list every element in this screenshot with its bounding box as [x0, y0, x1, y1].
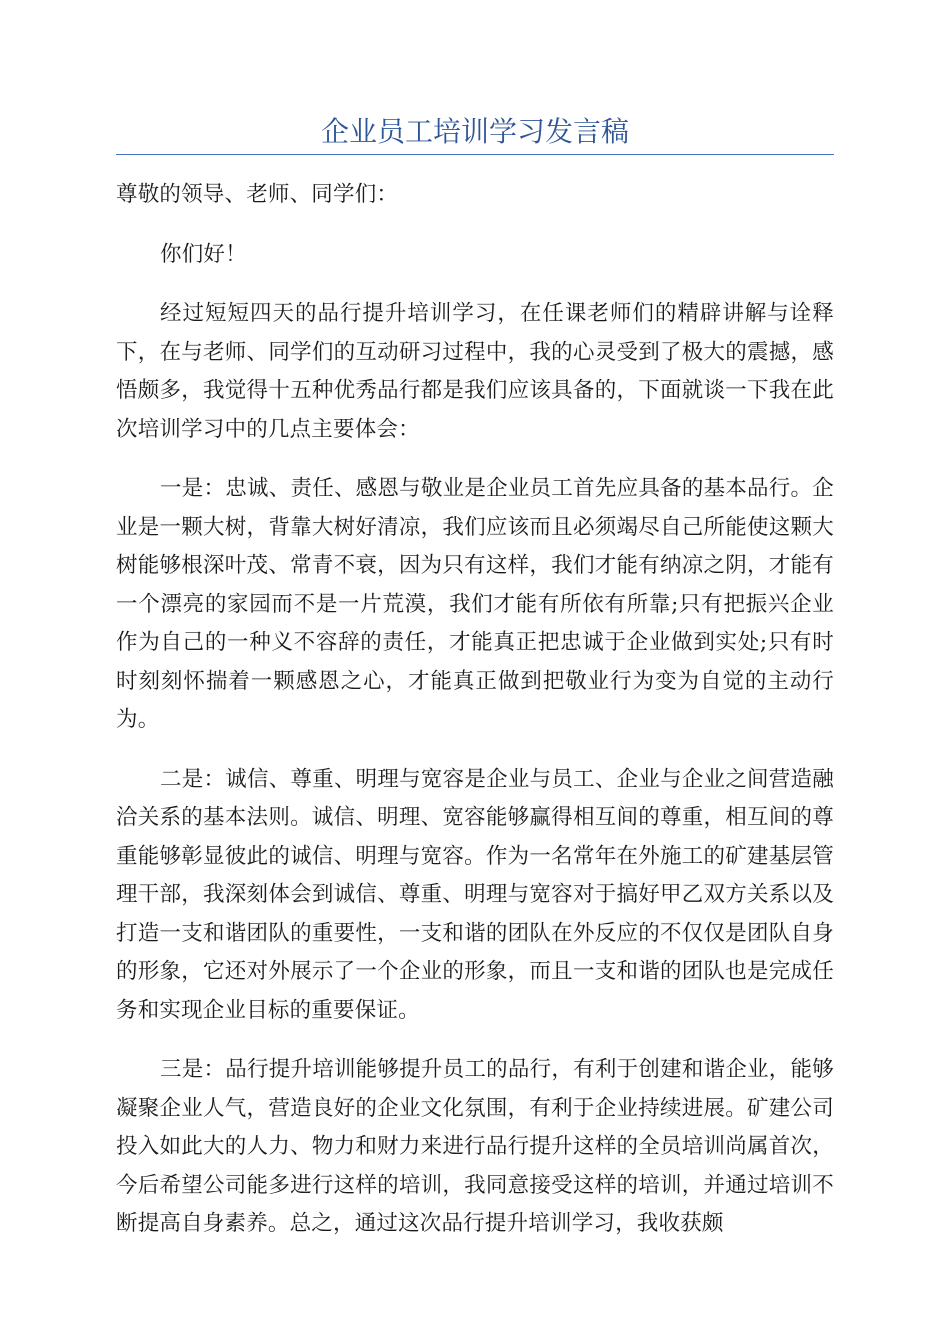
paragraph-point-three: 三是：品行提升培训能够提升员工的品行，有利于创建和谐企业，能够凝聚企业人气，营造良好的企业文化氛围，有利于企业持续进展。矿建公司投入如此大的人力、物力和财力来进行品行提升这样的全员培训尚属首次，今后希望公司能多进行这样的培训，我同意接受这样的培训，并通过培训不断提高自身素养。总之，通过这次品行提升培训学习，我收获颇	[116, 1057, 834, 1236]
document-body	[116, 176, 834, 1265]
paragraph-point-two: 二是：诚信、尊重、明理与宽容是企业与员工、企业与企业之间营造融洽关系的基本法则。诚信、明理、宽容能够赢得相互间的尊重，相互间的尊重能够彰显彼此的诚信、明理与宽容。作为一名常年在外施工的矿建基层管理干部，我深刻体会到诚信、尊重、明理与宽容对于搞好甲乙双方关系以及打造一支和谐团队的重要性，一支和谐的团队在外反应的不仅仅是团队自身的形象，它还对外展示了一个企业的形象，而且一支和谐的团队也是完成任务和实现企业目标的重要保证。	[116, 766, 834, 1023]
paragraph-intro: 经过短短四天的品行提升培训学习，在任课老师们的精辟讲解与诠释下，在与老师、同学们的互动研习过程中，我的心灵受到了极大的震撼，感悟颇多，我觉得十五种优秀品行都是我们应该具备的，下面就谈一下我在此次培训学习中的几点主要体会：	[116, 301, 834, 442]
paragraph-point-one: 一是：忠诚、责任、感恩与敬业是企业员工首先应具备的基本品行。企业是一颗大树，背靠大树好清凉，我们应该而且必须竭尽自己所能使这颗大树能够根深叶茂、常青不衰，因为只有这样，我们才能有纳凉之阴，才能有一个漂亮的家园而不是一片荒漠，我们才能有所依有所靠;只有把振兴企业作为自己的一种义不容辞的责任，才能真正把忠诚于企业做到实处;只有时时刻刻怀揣着一颗感恩之心，才能真正做到把敬业行为变为自觉的主动行为。	[116, 476, 834, 732]
document-title: 企业员工培训学习发言稿	[320, 115, 629, 148]
greeting: 你们好！	[160, 241, 247, 267]
salutation: 尊敬的领导、老师、同学们：	[116, 182, 399, 207]
title-underline	[116, 154, 834, 155]
